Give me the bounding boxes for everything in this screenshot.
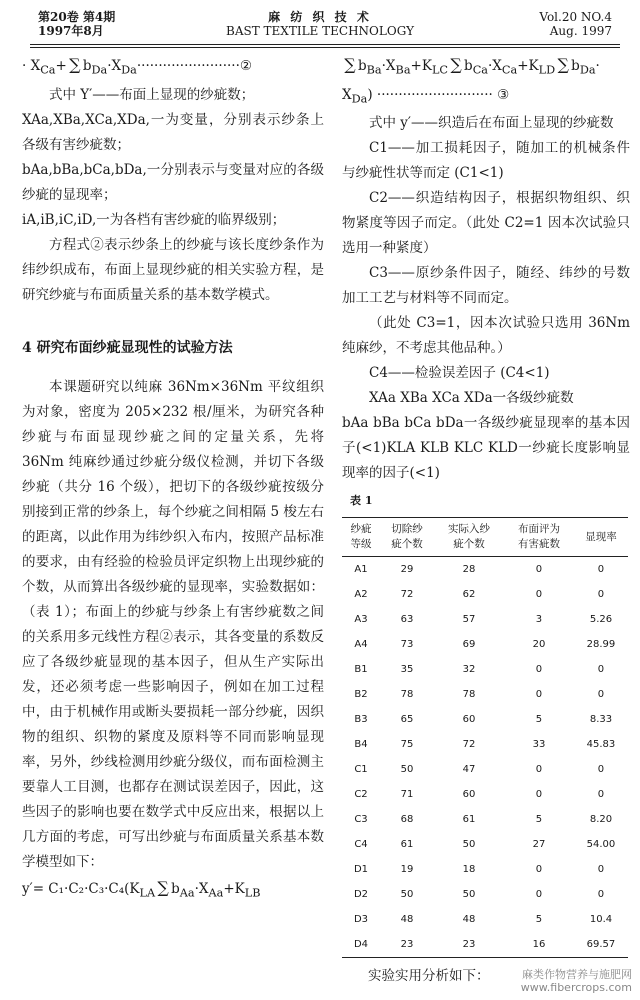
table-cell: A4 [354, 639, 368, 651]
table-cell: 69 [462, 639, 476, 651]
table-cell: 50 [462, 889, 476, 901]
table-cell: 29 [400, 564, 414, 576]
table-cell: 20 [532, 639, 546, 651]
equation-3-start: $y'= C_1\cdot C_2\cdot C_3\cdot C_4(K_{LA}$ ∑ $b_{Aa}\cdot X_{Aa}+K_{LB}$ [22, 875, 324, 906]
watermark [521, 968, 632, 994]
table-cell: 78 [400, 689, 414, 701]
eq3-start: y′= C₁·C₂·C₃·C₄(K [22, 880, 140, 897]
table-cell: 61 [400, 839, 414, 851]
table-cell: 3 [535, 614, 543, 626]
table-cell: 72 [400, 589, 414, 601]
footer-text: 实验实用分析如下： [368, 968, 490, 984]
table-cell: 0 [597, 764, 605, 776]
table-cell: 54.00 [586, 839, 616, 851]
equation-3-cont: ∑ $b_{Ba}\cdot X_{Ba}+K_{LC}$ ∑ $b_{Ca}\cdot X_{Ca}+K_{LD}$ ∑ $b_{Da}\cdot$ [342, 52, 630, 83]
table-cell: 0 [535, 589, 543, 601]
equation-2: · $X_{Ca}+$ ∑ $b_{Da}\cdot X_{Da}\cdot\cdot\cdot\cdot\cdot\cdot\cdot\cdot\cdot\cdot\cdot\cdot\cdot\cdot\cdot\cdot\cdot\cdot\cdot\cdot\cdot\cdot\cdot\cdot ②$ [22, 52, 324, 83]
eq3-tail: +K [223, 880, 245, 897]
paragraph-c3: C3——原纱条件因子，随经、纬纱的号数加工工艺与材料等不同而定。 [342, 265, 630, 307]
eq2-dots: ························ [136, 58, 240, 74]
paragraph-def-x: XAa,XBa,XCa,XDa,一为变量，分别表示纱条上各级有害纱疵数； [22, 111, 324, 153]
paragraph-equation-note: 方程式②表示纱条上的纱疵与该长度纱条作为纬纱织成布，布面上显现纱疵的相关实验方程，是研究纱疵与布面质量关系的基本数学模式。 [22, 236, 324, 303]
table-cell: 50 [462, 839, 476, 851]
table-cell: 35 [400, 664, 414, 676]
paragraph-def-i: iA,iB,iC,iD,一为各档有害纱疵的临界级别； [22, 211, 286, 228]
table-cell: B3 [354, 714, 368, 726]
table-cell: 57 [462, 614, 476, 626]
table-header-row [342, 518, 628, 557]
table-cell: 8.20 [589, 814, 613, 826]
table-cell: 0 [597, 864, 605, 876]
table-cell: D4 [342, 932, 380, 958]
table-row [342, 582, 628, 607]
table-row [342, 832, 628, 857]
table-cell: 78 [462, 689, 476, 701]
table-row [342, 607, 628, 632]
table-cell: B1 [354, 664, 368, 676]
date-en: Aug. 1997 [549, 24, 612, 38]
sum-icon-2: ∑ [157, 877, 169, 897]
table-cell: 0 [597, 789, 605, 801]
eq3-end: ·X [194, 880, 209, 897]
table-cell: 5.26 [589, 614, 613, 626]
table-cell: A2 [354, 589, 368, 601]
table-cell: 28.99 [586, 639, 616, 651]
table-cell: D2 [353, 889, 369, 901]
table-cell: 33 [532, 739, 546, 751]
table-cell: 60 [462, 714, 476, 726]
eq2-number: ② [239, 58, 252, 74]
table-cell: 69.57 [574, 932, 628, 958]
table-row [342, 757, 628, 782]
header-rule [30, 44, 620, 45]
table-cell: 68 [400, 814, 414, 826]
table-row [342, 707, 628, 732]
paragraph-c2: C2——织造结构因子，根据织物组织、织物紧度等因子而定。（此处 C2=1 因本次试验只选用一种紧度） [342, 190, 630, 257]
table-cell: 60 [462, 789, 476, 801]
table-cell: 19 [400, 864, 414, 876]
table-cell: 71 [400, 789, 414, 801]
table-row [342, 782, 628, 807]
paragraph-method: 本课题研究以纯麻 36Nm×36Nm 平纹组织为对象，密度为 205×232 根/厘米，为研究各种纱疵与布面显现纱疵之间的定量关系，先将 36Nm 纯麻纱通过纱疵分级仪检测，并切下各级纱疵（共分 16 个级），把切下的各级纱疵按级分别接到正常的纱条上，每个纱疵之间相隔 5 梭左右的距离，以此作用为纬纱织入布内，按照产品标准的要求，由有经验的检验员评定织物上出现纱疵的个数，从而算出各级纱疵的显现率，实验数据如：（表 1）；布面上的纱疵与纱条上有害纱疵数之间的关系用多元线性方程②表示，其各变量的系数反应了各级纱疵显现的基本因子，但从生产实际出发，还必须考虑一些影响因子，例如在加工过程中，由于机械作用或断头要损耗一部分纱疵，因织物的组织、织物的紧度及原料等不同而影响显现率，另外，纱线检测用纱疵分级仪，而布面检测主要靠人工目测，也都存在测试误差因子，因此，这些因子的影响也要在数学式中反应出来，根据以上几方面的考虑，可写出纱疵与布面质量关系基本数学模型如下： [22, 378, 324, 870]
table-header: 切除纱 疵个数 [380, 518, 434, 557]
table-row [342, 682, 628, 707]
right-column [342, 52, 630, 958]
table-cell: C2 [354, 789, 368, 801]
table-cell: 0 [535, 689, 543, 701]
table-cell: 0 [597, 889, 605, 901]
paragraph-c4: C4——检验误差因子 (C4<1) [369, 365, 550, 382]
table-cell: 61 [462, 814, 476, 826]
paragraph-def-y2: 式中 y′——织造后在布面上显现的纱疵数 [369, 115, 614, 132]
table-cell: 50 [400, 764, 414, 776]
sum-icon-3: ∑ [344, 55, 356, 74]
table-cell: 23 [434, 932, 504, 958]
table-cell: 0 [597, 564, 605, 576]
paragraph-b-vars: bAa bBa bCa bDa一各级纱疵显现率的基本因子(<1)KLA KLB KLC KLD一纱疵长度影响显现率的因子(<1) [342, 415, 630, 482]
table-cell: 0 [597, 664, 605, 676]
sum-icon-5: ∑ [557, 55, 569, 74]
table-cell: C4 [354, 839, 368, 851]
table-cell: 0 [535, 564, 543, 576]
issue-date: 1997年8月 [38, 24, 104, 38]
table-cell: 48 [400, 914, 414, 926]
table-cell: 23 [380, 932, 434, 958]
left-column [22, 52, 324, 905]
journal-volume-en [539, 10, 612, 38]
table-cell: 72 [462, 739, 476, 751]
table-row [342, 932, 628, 958]
table-row [342, 657, 628, 682]
table-cell: 27 [532, 839, 546, 851]
table-cell: 16 [504, 932, 574, 958]
table-cell: 47 [462, 764, 476, 776]
table-cell: 18 [462, 864, 476, 876]
section-heading: 4 研究布面纱疵显现性的试验方法 [22, 339, 233, 356]
eq2-term: · X [22, 58, 41, 74]
table-cell: 75 [400, 739, 414, 751]
table-cell: D1 [353, 864, 369, 876]
table-row [342, 857, 628, 882]
table-cell: 0 [535, 889, 543, 901]
table-cell: 5 [535, 914, 543, 926]
table-cell: 28 [462, 564, 476, 576]
table-cell: 0 [597, 589, 605, 601]
table-cell: 48 [462, 914, 476, 926]
table-cell: 0 [535, 764, 543, 776]
table-cell: 5 [535, 714, 543, 726]
header-rule-2 [30, 47, 620, 48]
table-row [342, 807, 628, 832]
journal-title-en: BAST TEXTILE TECHNOLOGY [226, 24, 414, 38]
table-cell: A1 [354, 564, 368, 576]
eq3-number: ③ [497, 86, 510, 103]
paragraph-x-vars: XAa XBa XCa XDa一各级纱疵数 [369, 390, 574, 407]
journal-title-cn: 麻 纺 织 技 术 [268, 10, 372, 24]
table-header: 显现率 [574, 518, 628, 557]
table-cell: 50 [400, 889, 414, 901]
table-cell: D3 [353, 914, 369, 926]
equation-3-end: $X_{Da}$) ··························· ③ [342, 86, 510, 106]
sum-icon: ∑ [69, 55, 81, 74]
table-cell: B4 [354, 739, 368, 751]
table-cell: 10.4 [589, 914, 613, 926]
sum-icon-4: ∑ [450, 55, 462, 74]
table-header: 实际入纱 疵个数 [434, 518, 504, 557]
table-row [342, 732, 628, 757]
table-row [342, 882, 628, 907]
table-cell: C1 [354, 764, 368, 776]
table-cell: 45.83 [586, 739, 616, 751]
volume-en: Vol.20 NO.4 [539, 10, 612, 24]
paragraph-def-y: 式中 Y′——布面上显现的纱疵数； [49, 86, 255, 103]
table-cell: B2 [354, 689, 368, 701]
watermark-line1: 麻类作物营养与施肥网 [522, 968, 632, 981]
table-row [342, 907, 628, 932]
table-cell: C3 [354, 814, 368, 826]
page-header [0, 4, 640, 42]
paragraph-c1: C1——加工损耗因子，随加工的机械条件与纱疵性状等而定 (C1<1) [342, 140, 630, 182]
volume-issue: 第20卷 第4期 [38, 10, 116, 24]
table-cell: 5 [535, 814, 543, 826]
eq3-mid: b [171, 880, 180, 897]
table-header: 布面评为 有害疵数 [504, 518, 574, 557]
table-cell: A3 [354, 614, 368, 626]
table-cell: 0 [535, 664, 543, 676]
table-cell: 0 [535, 864, 543, 876]
watermark-line2: www.fibercrops.com [520, 981, 632, 994]
table-cell: 0 [535, 789, 543, 801]
table-cell: 8.33 [589, 714, 613, 726]
paragraph-c3-note: （此处 C3=1，因本次试验只选用 36Nm 纯麻纱，不考虑其他品种。） [342, 315, 630, 357]
table-cell: 73 [400, 639, 414, 651]
table-cell: 63 [400, 614, 414, 626]
table-row [342, 557, 628, 583]
table-cell: 0 [597, 689, 605, 701]
table-cell: 65 [400, 714, 414, 726]
eq3-cont-b: b [358, 58, 367, 74]
table-cell: 32 [462, 664, 476, 676]
table-cell: 62 [462, 589, 476, 601]
table-caption: 表 1 [350, 494, 373, 508]
table-row [342, 632, 628, 657]
data-table [342, 517, 628, 958]
paragraph-def-b: bAa,bBa,bCa,bDa,一分别表示与变量对应的各级纱疵的显现率； [22, 161, 324, 203]
table-header: 纱疵 等级 [342, 518, 380, 557]
